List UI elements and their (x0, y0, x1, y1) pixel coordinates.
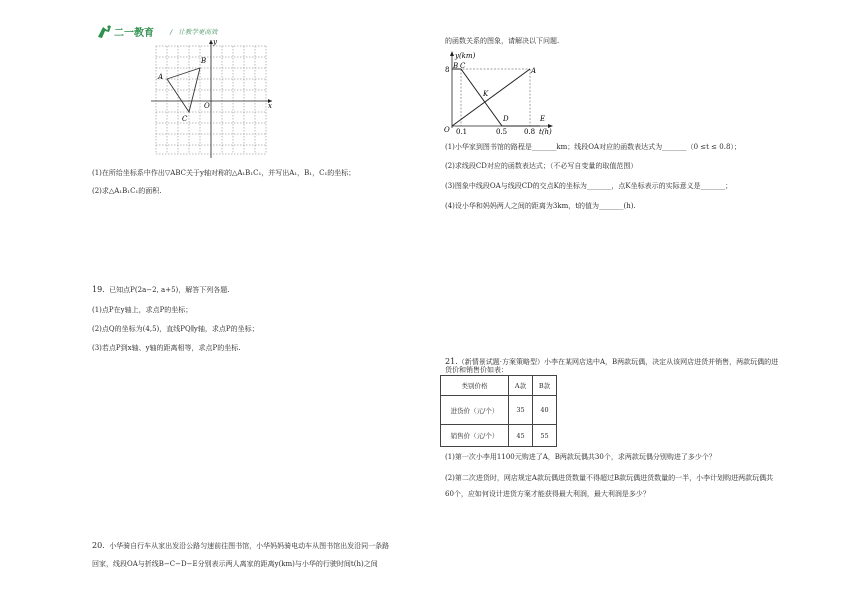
x-axis-label: x (268, 102, 272, 110)
table-header-b: B款 (533, 376, 557, 396)
y-axis-label: y(km) (455, 52, 476, 60)
q21-part2-line1: (2)第二次进货时，网店规定A款玩偶进货数量不得超过B款玩偶进货数量的一半，小李计划购进两款玩偶共 (445, 474, 774, 482)
t-tick-0-5: 0.5 (496, 128, 508, 136)
table-header-a: A款 (509, 376, 533, 396)
y-tick-8: 8 (445, 66, 450, 74)
y-axis-arrow-icon (450, 51, 454, 56)
point-c-label: C (182, 115, 188, 123)
t-axis-label: t(h) (539, 128, 552, 136)
table-row (441, 396, 557, 425)
segment-oa (452, 69, 530, 126)
label-a: A (531, 67, 537, 75)
q20-number: 20. (92, 541, 105, 550)
polyline-bcde (452, 69, 540, 126)
slogan-text: / 让教学更高效 (170, 28, 218, 36)
q21-part1: (1)第一次小李用1100元购进了A，B两款玩偶共30个，求两款玩偶分别购进了多少个？ (445, 453, 716, 461)
t-tick-0-1: 0.1 (456, 128, 468, 136)
cell-a: 45 (509, 425, 533, 447)
label-k: K (483, 90, 489, 98)
label-e: E (540, 115, 546, 123)
q20-part1: (1)小华家到图书馆的路程是_______km；线段OA对应的函数表达式为_______（0 ≤t ≤ 0.8）； (445, 143, 741, 151)
q19-part1: (1)点P在y轴上，求点P的坐标； (92, 306, 193, 314)
row-label: 销售价（元/个） (441, 425, 509, 447)
t-tick-0-8: 0.8 (524, 128, 536, 136)
q20-line2: 回家，线段OA与折线B−C−D−E分别表示两人离家的距离y(km)与小华的行驶时间t(h)之间 (92, 560, 378, 568)
label-b: B (453, 62, 459, 70)
label-c: C (460, 62, 466, 70)
q21-part2-line2: 60个，应如何设计进货方案才能获得最大利润，最大利润是多少？ (445, 490, 650, 498)
q21-number: 21. (445, 357, 458, 366)
q19-part2: (2)点Q的坐标为(4,5)，直线PQ∥y轴，求点P的坐标； (92, 325, 259, 333)
q20-part3: (3)图象中线段OA与线段CD的交点K的坐标为_______，点K坐标表示的实际意义是_______； (445, 182, 733, 190)
q20-part4: (4)设小华和妈妈两人之间的距离为3km，t的值为_______(h). (445, 202, 636, 210)
q20-line3: 的函数关系的图象，请解决以下问题. (445, 37, 560, 45)
table-row (441, 425, 557, 447)
graph-origin-label: O (444, 126, 450, 134)
distance-time-graph (442, 50, 567, 136)
cell-b: 40 (533, 396, 557, 425)
q18-part1: (1)在所给坐标系中作出▽ABC关于y轴对称的△A₁B₁C₁，并写出A₁，B₁，C₁的坐标； (92, 169, 356, 177)
cell-b: 55 (533, 425, 557, 447)
price-table (440, 375, 557, 447)
q21-line1: 21.（新情景试题·方案策略型）小李在某网店选中A，B两款玩偶，决定从该网店进货并销售，两款玩偶的进 (445, 357, 779, 366)
point-a-label: A (158, 73, 164, 81)
label-d: D (503, 115, 509, 123)
q21-line2: 货价和销售价如表： (445, 366, 508, 374)
logo-text: 二一教育 (114, 28, 154, 39)
q19-stem: 19. 已知点P(2a−2, a+5)，解答下列各题. (92, 285, 230, 294)
origin-label: O (204, 102, 210, 110)
q18-part2: (2)求△A₁B₁C₁的面积. (92, 187, 162, 195)
coordinate-grid-figure (148, 36, 278, 158)
q20-line1: 20. 小华骑自行车从家出发沿公路匀速前往图书馆，小华妈妈骑电动车从图书馆出发沿同一条路 (92, 541, 390, 550)
row-label: 进货价（元/个） (441, 396, 509, 425)
q20-part2: (2)求线段CD对应的函数表达式；（不必写自变量的取值范围） (445, 162, 638, 170)
y-axis-label: y (213, 38, 217, 46)
q19-part3: (3)若点P到x轴、y轴的距离相等，求点P的坐标. (92, 344, 241, 352)
cell-a: 35 (509, 396, 533, 425)
point-b-label: B (201, 57, 207, 65)
table-header-category: 类别价格 (441, 376, 509, 396)
q19-number: 19. (92, 285, 105, 294)
